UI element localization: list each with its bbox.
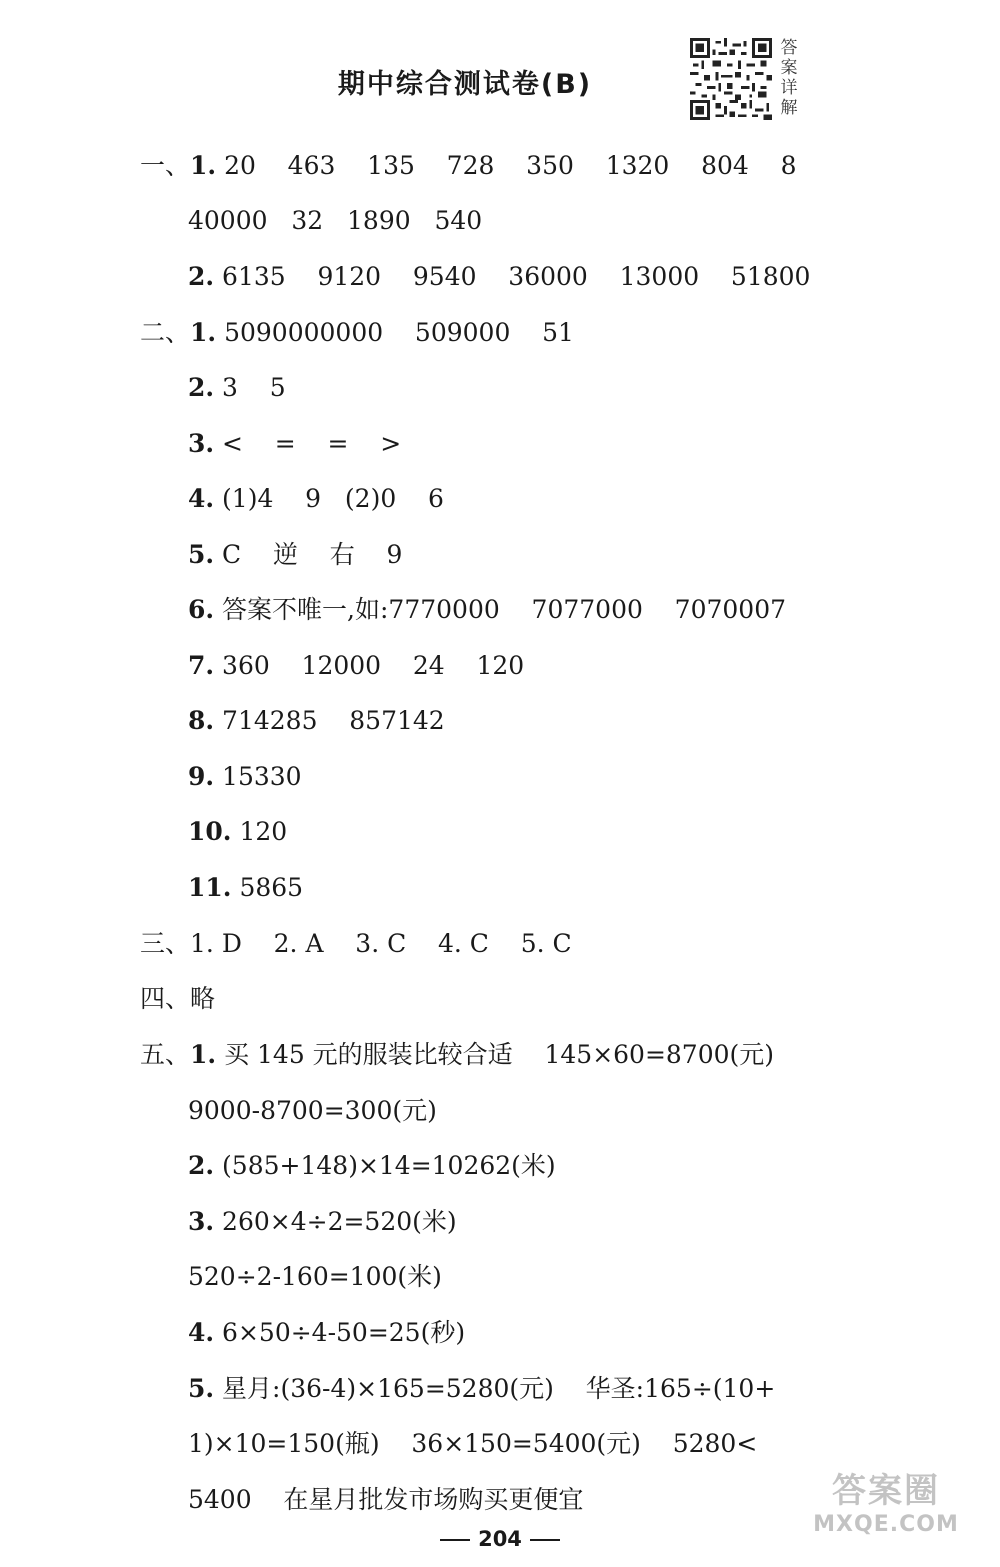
answer-text: 3 5 (214, 373, 286, 402)
answer-text: 40000 32 1890 540 (188, 206, 483, 235)
answer-text: 5865 (231, 873, 304, 902)
qr-code-icon[interactable] (690, 38, 772, 120)
question-number: 1. (190, 151, 217, 180)
question-number: 1. (190, 1040, 217, 1069)
answer-text: 5090000000 509000 51 (216, 318, 574, 347)
answer-line (188, 368, 286, 408)
question-number: 10. (188, 817, 232, 846)
answer-text: 260×4÷2=520(米) (214, 1207, 457, 1236)
page-number-dash-left (440, 1539, 470, 1541)
answer-line (188, 1091, 437, 1131)
answer-text: 15330 (214, 762, 302, 791)
answer-line (188, 590, 786, 630)
answer-text: C 逆 右 9 (214, 540, 403, 569)
answer-text: 答案不唯一,如:7770000 7077000 7070007 (214, 595, 787, 624)
question-number: 8. (188, 706, 215, 735)
answer-line (188, 1202, 457, 1242)
question-number: 4. (188, 484, 215, 513)
answer-line (188, 1146, 556, 1186)
page-number-value: 204 (478, 1527, 522, 1551)
watermark-top: 答案圈 (832, 1471, 940, 1511)
answer-text: 买 145 元的服装比较合适 145×60=8700(元) (216, 1040, 775, 1069)
question-number: 7. (188, 651, 215, 680)
question-number: 5. (188, 540, 215, 569)
question-number: 6. (188, 595, 215, 624)
answer-line (188, 1257, 442, 1297)
answer-text: 1)×10=150(瓶) 36×150=5400(元) 5280< (188, 1429, 758, 1458)
answer-line (188, 424, 401, 464)
question-number: 3. (188, 429, 215, 458)
answer-text: (1)4 9 (2)0 6 (214, 484, 444, 513)
question-number: 5. (188, 1374, 215, 1403)
answer-line (188, 535, 402, 575)
answer-line (140, 1035, 774, 1075)
answer-line (140, 313, 574, 353)
answer-line (188, 201, 482, 241)
watermark-logo (786, 1463, 986, 1555)
question-number: 1. (190, 318, 217, 347)
page-title: 期中综合测试卷(B) (337, 69, 593, 100)
answer-text: 略 (190, 984, 216, 1013)
watermark-bottom: MXQE.COM (813, 1512, 959, 1537)
answer-line (140, 146, 797, 186)
section-marker: 二、 (140, 318, 191, 347)
answer-text: 6×50÷4-50=25(秒) (214, 1318, 466, 1347)
question-number: 2. (188, 1151, 215, 1180)
question-number: 11. (188, 873, 232, 902)
answer-text: 520÷2-160=100(米) (188, 1262, 442, 1291)
answer-line (188, 1313, 465, 1353)
question-number: 2. (188, 373, 215, 402)
question-number: 3. (188, 1207, 215, 1236)
answer-line (140, 924, 572, 964)
question-number: 2. (188, 262, 215, 291)
answer-line (188, 257, 810, 297)
answer-line (188, 479, 444, 519)
question-number: 9. (188, 762, 215, 791)
page-number-dash-right (530, 1539, 560, 1541)
answer-text: 5400 在星月批发市场购买更便宜 (188, 1485, 584, 1514)
answer-text: 360 12000 24 120 (214, 651, 525, 680)
answer-line (188, 701, 445, 741)
answer-line (140, 979, 215, 1019)
answer-line (188, 1480, 583, 1520)
question-number: 4. (188, 1318, 215, 1347)
answer-line (188, 757, 302, 797)
answer-line (188, 1369, 775, 1409)
answer-text: (585+148)×14=10262(米) (214, 1151, 556, 1180)
answer-text: 星月:(36-4)×165=5280(元) 华圣:165÷(10+ (214, 1374, 776, 1403)
qr-code-label: 答案详解 (780, 38, 798, 118)
answer-text: 9000-8700=300(元) (188, 1096, 437, 1125)
section-marker: 四、 (140, 984, 191, 1013)
answer-text: 20 463 135 728 350 1320 804 8 (216, 151, 797, 180)
section-marker: 一、 (140, 151, 191, 180)
answer-line (188, 812, 287, 852)
answer-line (188, 868, 303, 908)
section-marker: 三、 (140, 929, 191, 958)
answer-text: 120 (231, 817, 288, 846)
answer-text: 6135 9120 9540 36000 13000 51800 (214, 262, 811, 291)
section-marker: 五、 (140, 1040, 191, 1069)
answer-line (188, 646, 524, 686)
answer-line (188, 1424, 757, 1464)
answer-text: 1. D 2. A 3. C 4. C 5. C (190, 929, 572, 958)
answer-text: 714285 857142 (214, 706, 445, 735)
answer-text: < = = > (214, 429, 402, 458)
